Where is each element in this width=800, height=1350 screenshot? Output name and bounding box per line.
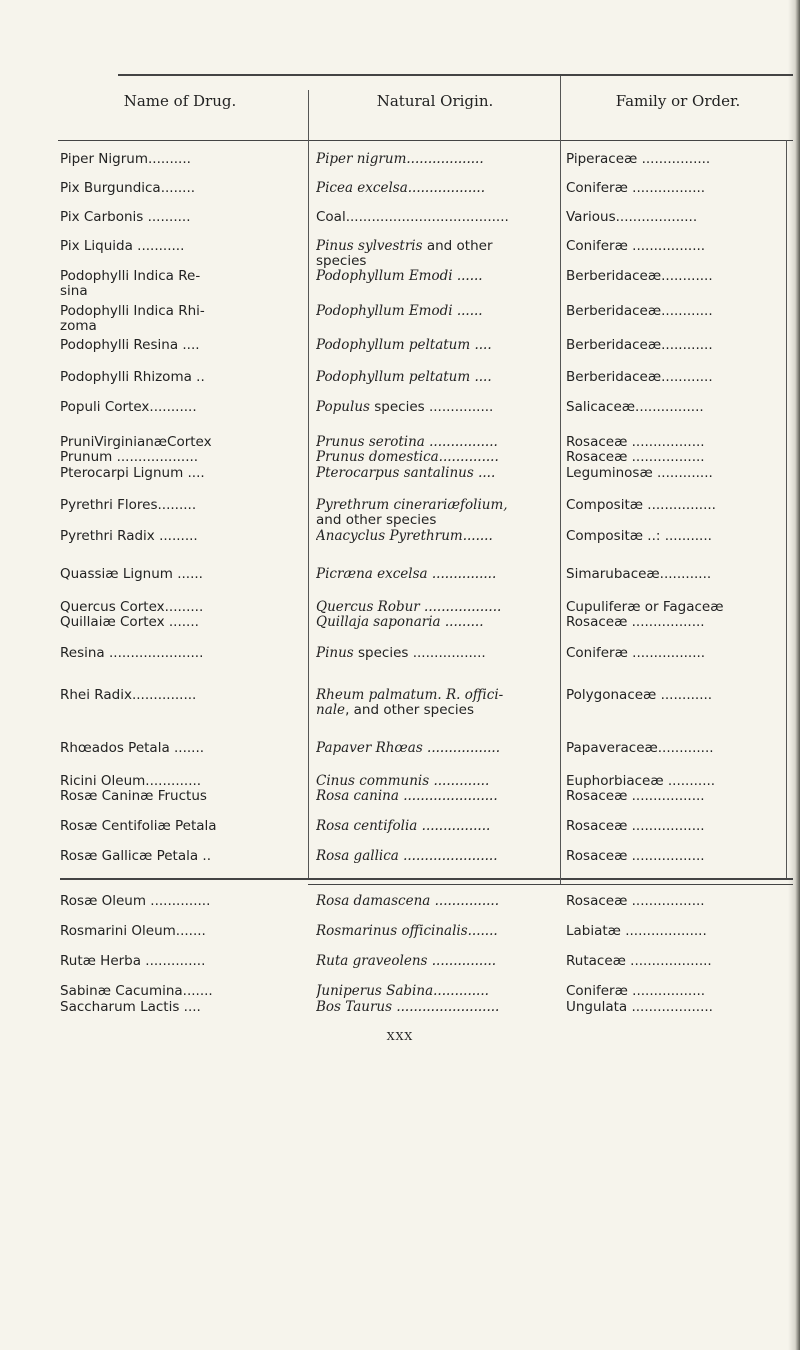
drug-name: Pyrethri Radix ......... <box>60 529 198 544</box>
drug-name: Quillaiæ Cortex ....... <box>60 615 199 630</box>
drug-name: Rutæ Herba .............. <box>60 954 206 969</box>
family-order: Berberidaceæ............ <box>566 304 713 319</box>
bottom-rule <box>60 878 793 880</box>
column-divider-2 <box>560 76 561 884</box>
drug-name: Rosæ Centifoliæ Petala <box>60 819 217 834</box>
family-order: Labiatæ ................... <box>566 924 707 939</box>
natural-origin: Picea excelsa.................. <box>316 181 485 196</box>
drug-name: Pix Burgundica........ <box>60 181 196 196</box>
natural-origin: Rheum palmatum. R. offici- <box>316 688 504 703</box>
drug-name: Podophylli Indica Re- <box>60 269 201 284</box>
natural-origin-cont: and other species <box>316 513 437 528</box>
drug-name: Pterocarpi Lignum .... <box>60 466 205 481</box>
natural-origin: Bos Taurus ........................ <box>316 1000 500 1015</box>
natural-origin-cont: nale, and other species <box>316 703 475 718</box>
drug-name: Prunum ................... <box>60 450 199 465</box>
drug-name: Rosæ Caninæ Fructus <box>60 789 207 804</box>
family-order: Rosaceæ ................. <box>566 819 705 834</box>
family-order: Polygonaceæ ............ <box>566 688 713 703</box>
family-order: Simarubaceæ............ <box>566 567 712 582</box>
natural-origin: Pterocarpus santalinus .... <box>316 466 496 481</box>
drug-name: Pix Liquida ........... <box>60 239 185 254</box>
natural-origin: Podophyllum Emodi ...... <box>316 269 483 284</box>
drug-name: Podophylli Resina .... <box>60 338 200 353</box>
drug-name: Quassiæ Lignum ...... <box>60 567 203 582</box>
family-order: Ungulata ................... <box>566 1000 713 1015</box>
family-order: Papaveraceæ............. <box>566 741 714 756</box>
natural-origin: Papaver Rhœas ................. <box>316 741 501 756</box>
natural-origin: Cinus communis ............. <box>316 774 490 789</box>
natural-origin: Podophyllum Emodi ...... <box>316 304 483 319</box>
natural-origin: Juniperus Sabina............. <box>316 984 489 999</box>
drug-name: Rosæ Gallicæ Petala .. <box>60 849 211 864</box>
family-order: Various................... <box>566 210 698 225</box>
header-family-or-order: Family or Order. <box>615 92 741 110</box>
drug-name: PruniVirginianæCortex <box>60 435 212 450</box>
natural-origin: Pinus sylvestris and other <box>316 239 493 254</box>
drug-name: Saccharum Lactis .... <box>60 1000 201 1015</box>
family-order: Compositæ ................ <box>566 498 716 513</box>
natural-origin: Piper nigrum.................. <box>316 152 484 167</box>
family-order: Euphorbiaceæ ........... <box>566 774 716 789</box>
drug-name: Rhei Radix............... <box>60 688 197 703</box>
family-order: Rosaceæ ................. <box>566 615 705 630</box>
family-order: Berberidaceæ............ <box>566 338 713 353</box>
natural-origin: Rosa gallica ...................... <box>316 849 498 864</box>
family-order: Rosaceæ ................. <box>566 450 705 465</box>
natural-origin: Rosmarinus officinalis....... <box>316 924 498 939</box>
family-order: Rosaceæ ................. <box>566 849 705 864</box>
natural-origin: Rosa canina ...................... <box>316 789 498 804</box>
natural-origin: Prunus domestica.............. <box>316 450 499 465</box>
family-order: Compositæ ..: ........... <box>566 529 712 544</box>
column-divider-1 <box>308 90 309 878</box>
top-rule <box>118 74 793 76</box>
header-rule <box>58 140 793 141</box>
header-natural-origin: Natural Origin. <box>376 92 494 110</box>
drug-name: Rosæ Oleum .............. <box>60 894 211 909</box>
natural-origin: Quillaja saponaria ......... <box>316 615 484 630</box>
drug-name: Ricini Oleum............. <box>60 774 202 789</box>
family-order: Berberidaceæ............ <box>566 370 713 385</box>
drug-name: Rosmarini Oleum....... <box>60 924 206 939</box>
drug-name-cont: sina <box>60 284 88 299</box>
natural-origin: Ruta graveolens ............... <box>316 954 497 969</box>
drug-name: Podophylli Rhizoma .. <box>60 370 205 385</box>
drug-name-cont: zoma <box>60 319 97 334</box>
family-order: Coniferæ ................. <box>566 239 706 254</box>
header-name-of-drug: Name of Drug. <box>123 92 237 110</box>
drug-name: Pix Carbonis .......... <box>60 210 191 225</box>
family-order: Rutaceæ ................... <box>566 954 712 969</box>
drug-name: Populi Cortex........... <box>60 400 197 415</box>
family-order: Cupuliferæ or Fagaceæ <box>566 600 724 615</box>
family-order: Rosaceæ ................. <box>566 789 705 804</box>
drug-name: Resina ...................... <box>60 646 204 661</box>
page-number: XXX <box>386 1030 414 1043</box>
family-order: Piperaceæ ................ <box>566 152 711 167</box>
natural-origin: Pinus species ................. <box>316 646 486 661</box>
bottom-rule-thin <box>308 884 793 885</box>
natural-origin: Rosa damascena ............... <box>316 894 499 909</box>
natural-origin: Podophyllum peltatum .... <box>316 370 492 385</box>
drug-name: Pyrethri Flores......... <box>60 498 197 513</box>
natural-origin-cont: species <box>316 254 367 269</box>
family-order: Berberidaceæ............ <box>566 269 713 284</box>
natural-origin: Populus species ............... <box>316 400 494 415</box>
natural-origin: Prunus serotina ................ <box>316 435 498 450</box>
family-order: Rosaceæ ................. <box>566 894 705 909</box>
natural-origin: Pyrethrum cinerariæfolium, <box>316 498 508 513</box>
drug-name: Rhœados Petala ....... <box>60 741 205 756</box>
drug-name: Sabinæ Cacumina....... <box>60 984 213 999</box>
drug-name: Quercus Cortex......... <box>60 600 204 615</box>
family-order: Rosaceæ ................. <box>566 435 705 450</box>
natural-origin: Coal...................................... <box>316 210 509 225</box>
family-order: Salicaceæ................ <box>566 400 704 415</box>
natural-origin: Podophyllum peltatum .... <box>316 338 492 353</box>
natural-origin: Rosa centifolia ................ <box>316 819 491 834</box>
family-order: Coniferæ ................. <box>566 181 706 196</box>
natural-origin: Quercus Robur .................. <box>316 600 502 615</box>
family-order: Coniferæ ................. <box>566 646 706 661</box>
drug-name: Podophylli Indica Rhi- <box>60 304 205 319</box>
family-order: Leguminosæ ............. <box>566 466 713 481</box>
family-order: Coniferæ ................. <box>566 984 706 999</box>
natural-origin: Anacyclus Pyrethrum....... <box>316 529 493 544</box>
drug-name: Piper Nigrum.......... <box>60 152 191 167</box>
page-edge-shadow <box>788 0 800 1350</box>
natural-origin: Picræna excelsa ............... <box>316 567 497 582</box>
